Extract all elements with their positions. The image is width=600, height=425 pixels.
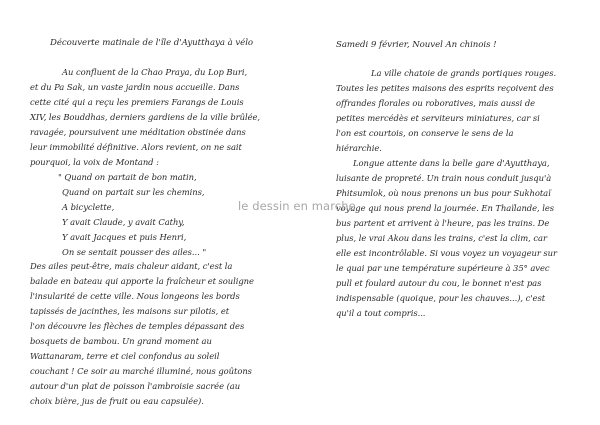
right-line: qu'il a tout compris...: [336, 308, 426, 318]
left-line: tapissés de jacinthes, les maisons sur pilotis, et: [30, 306, 230, 316]
right-line: le quai par une température supérieure à 35° avec: [336, 263, 550, 273]
poem-line: On se sentait pousser des ailes... ": [62, 247, 207, 257]
poem-line: Y avait Claude, y avait Cathy,: [62, 217, 185, 227]
right-line: Longue attente dans la belle gare d'Ayutthaya,: [353, 158, 550, 168]
poem-line: " Quand on partait de bon matin,: [58, 172, 197, 182]
poem-line: Y avait Jacques et puis Henri,: [62, 232, 187, 242]
left-line: Au confluent de la Chao Praya, du Lop Buri,: [62, 67, 248, 77]
left-line: l'insularité de cette ville. Nous longeons les bords: [30, 291, 240, 301]
poem-line: A bicyclette,: [62, 202, 115, 212]
left-line: bosquets de bambou. Un grand moment au: [30, 336, 212, 346]
right-line: elle est incontrôlable. Si vous voyez un voyageur sur: [336, 248, 557, 258]
left-line: autour d'un plat de poisson l'ambroisie sacrée (au: [30, 381, 241, 391]
right-line: offrandes florales ou roboratives, mais aussi de: [336, 98, 536, 108]
left-line: ravagée, poursuivent une méditation obstinée dans: [30, 127, 246, 137]
right-line: petites mercédès et serviteurs miniatures, car si: [336, 113, 540, 123]
left-line: cette cité qui a reçu les premiers Farangs de Louis: [30, 97, 244, 107]
watermark: le dessin en marche: [238, 199, 356, 213]
right-line: plus, le vrai Akou dans les trains, c'est la clim, car: [336, 233, 547, 243]
left-line: choix bière, jus de fruit ou eau capsulée).: [30, 396, 204, 406]
left-line: Des ailes peut-être, mais chaleur aidant, c'est la: [30, 261, 233, 271]
left-line: couchant ! Ce soir au marché illuminé, nous goûtons: [30, 366, 252, 376]
right-title: Samedi 9 février, Nouvel An chinois !: [336, 40, 497, 50]
right-line: luisante de propreté. Un train nous conduit jusqu'à: [336, 173, 552, 183]
left-line: Wattanaram, terre et ciel confondus au soleil: [30, 351, 220, 361]
left-line: l'on découvre les flèches de temples dépassant des: [30, 321, 245, 331]
right-line: bus partent et arrivent à l'heure, pas les trains. De: [336, 218, 550, 228]
left-line: pourquoi, la voix de Montand :: [30, 157, 159, 167]
right-line: indispensable (quoique, pour les chauves...), c'est: [336, 293, 546, 303]
left-line: et du Pa Sak, un vaste jardin nous accueille. Dans: [30, 82, 240, 92]
left-title: Découverte matinale de l'île d'Ayutthaya à vélo: [50, 38, 254, 48]
right-line: l'on est courtois, on conserve le sens de la: [336, 128, 514, 138]
right-line: voyage qui nous prend la journée. En Thaïlande, les: [336, 203, 555, 213]
right-line: Toutes les petites maisons des esprits reçoivent des: [336, 83, 554, 93]
right-line: pull et foulard autour du cou, le bonnet n'est pas: [336, 278, 542, 288]
left-line: leur immobilité définitive. Alors revient, on ne sait: [30, 142, 242, 152]
left-line: balade en bateau qui apporte la fraîcheur et souligne: [30, 276, 254, 286]
right-line: Phitsumlok, où nous prenons un bus pour Sukhotaï: [336, 188, 551, 198]
poem-line: Quand on partait sur les chemins,: [62, 187, 205, 197]
right-line: hiérarchie.: [336, 143, 382, 153]
right-line: La ville chatoie de grands portiques rouges.: [371, 68, 557, 78]
left-line: XIV, les Bouddhas, derniers gardiens de la ville brûlée,: [30, 112, 261, 122]
